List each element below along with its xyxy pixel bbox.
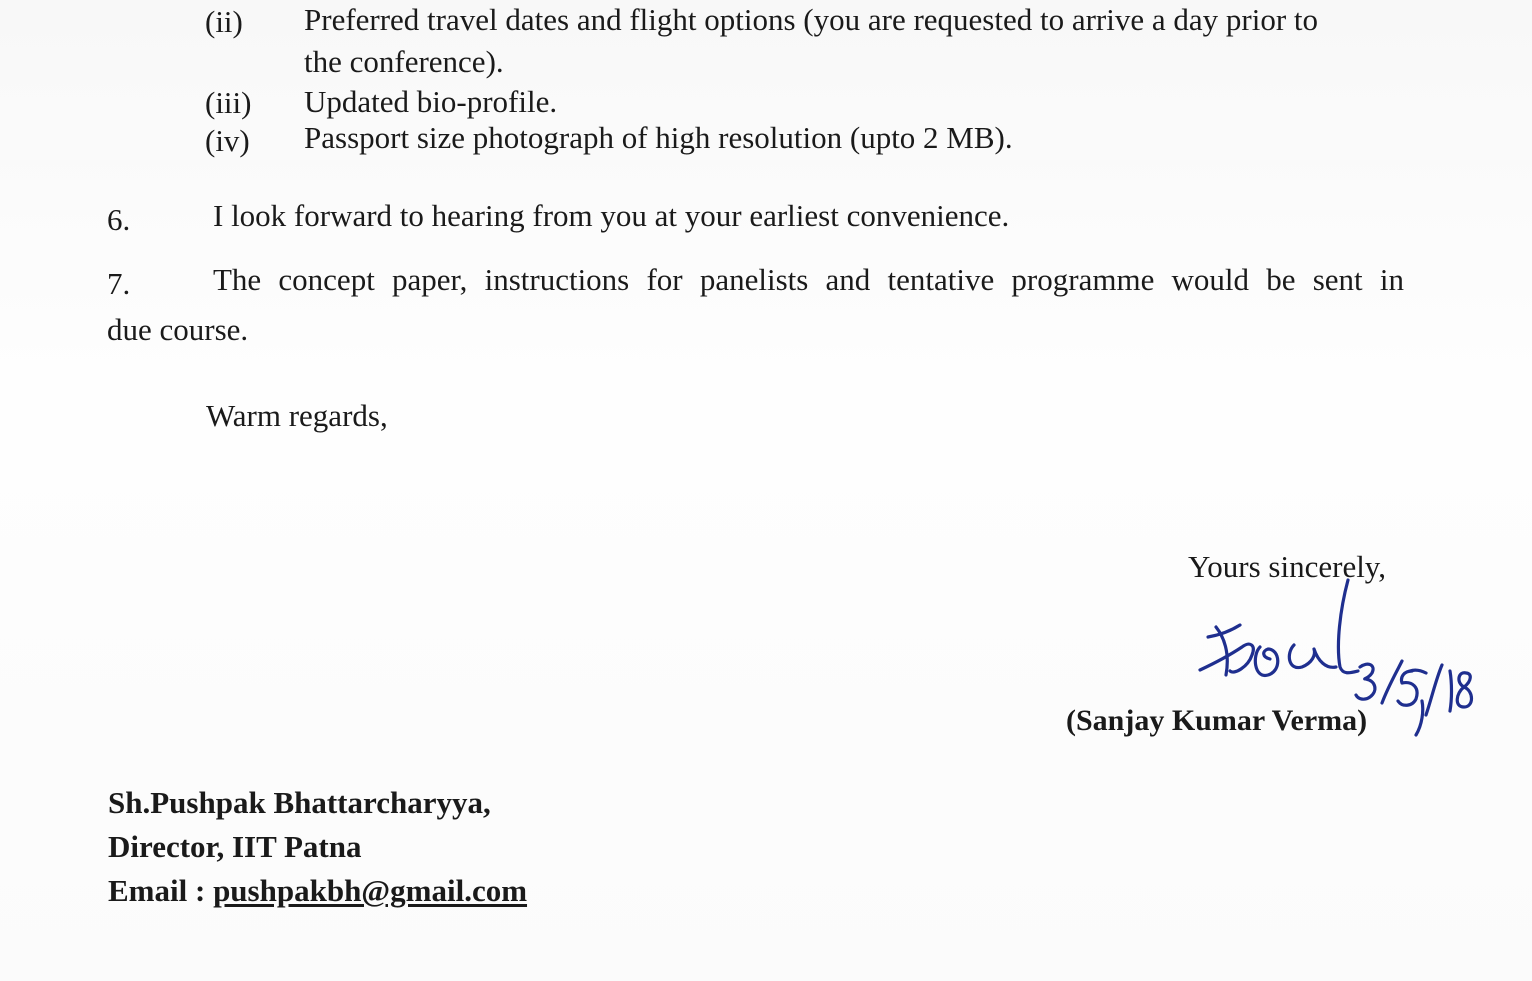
warm-regards: Warm regards, (206, 398, 388, 433)
yours-sincerely: Yours sincerely, (1188, 549, 1387, 584)
paragraph-7-line1: The concept paper, instructions for panelists and tentative programme would be sent in (213, 262, 1404, 297)
recipient-email-row (108, 875, 527, 906)
list-item-iv-text: Passport size photograph of high resolution (upto 2 MB). (304, 120, 1013, 155)
list-item-iii-text: Updated bio-profile. (304, 84, 558, 119)
email-label: Email : (108, 873, 214, 908)
paragraph-7-line2: due course. (107, 312, 249, 347)
recipient-designation: Director, IIT Patna (108, 829, 362, 864)
paragraph-7-number: 7. (107, 266, 131, 301)
paragraph-6-text: I look forward to hearing from you at your earliest convenience. (213, 198, 1010, 233)
list-marker-ii: (ii) (205, 4, 243, 39)
email-link[interactable]: pushpakbh@gmail.com (213, 873, 528, 908)
handwritten-signature (1190, 575, 1480, 740)
list-item-ii-line1: Preferred travel dates and flight options (you are requested to arrive a day prior to (304, 2, 1319, 37)
list-marker-iv: (iv) (205, 123, 250, 158)
recipient-name: Sh.Pushpak Bhattarcharyya, (108, 785, 491, 820)
list-item-ii-line2: the conference). (304, 44, 504, 79)
signatory-name: (Sanjay Kumar Verma) (1066, 704, 1368, 737)
list-marker-iii: (iii) (205, 85, 252, 120)
paragraph-6-number: 6. (107, 202, 131, 237)
